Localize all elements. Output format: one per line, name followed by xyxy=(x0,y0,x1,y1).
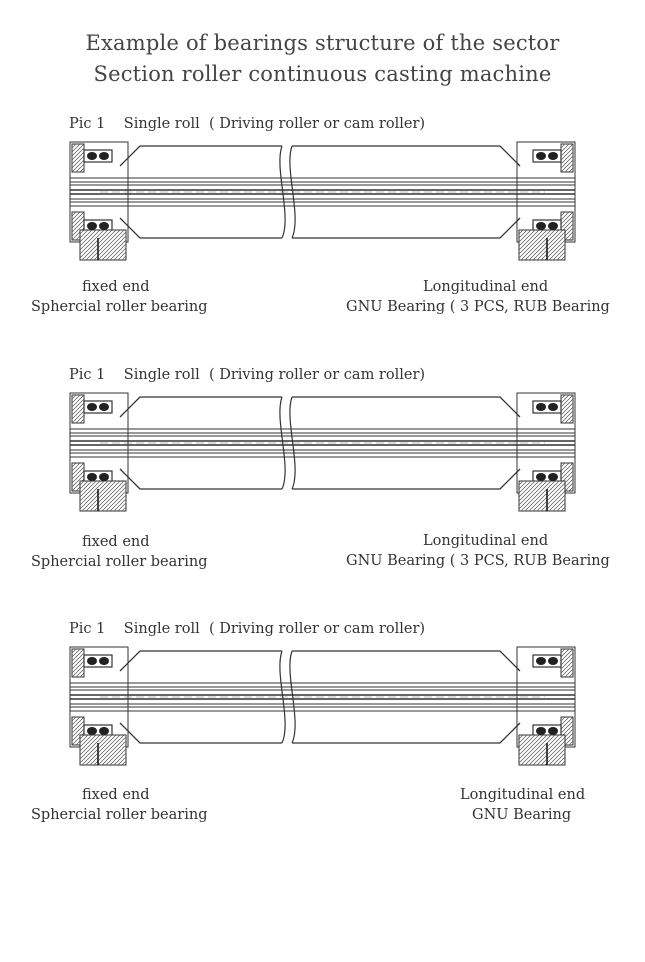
fixed-end-bearing-label: Sphercial roller bearing xyxy=(31,554,208,570)
page-title-line-1: Example of bearings structure of the sector xyxy=(85,31,560,55)
longitudinal-bearing-label: GNU Bearing ( 3 PCS, RUB Bearing xyxy=(346,553,610,569)
fixed-end-bearing-label: Sphercial roller bearing xyxy=(31,807,208,823)
page-title-line-2: Section roller continuous casting machine xyxy=(93,62,552,86)
roller-drawing xyxy=(60,643,585,773)
longitudinal-bearing-label: GNU Bearing ( 3 PCS, RUB Bearing xyxy=(346,299,610,315)
fixed-end-label: fixed end xyxy=(82,787,150,803)
longitudinal-bearing-label: GNU Bearing xyxy=(472,807,572,823)
panel-caption: Pic 1 Single roll ( Driving roller or cam roller) xyxy=(69,367,426,383)
right-bearing-top xyxy=(533,401,561,413)
longitudinal-end-label: Longitudinal end xyxy=(423,279,549,295)
fixed-end-label: fixed end xyxy=(82,534,150,550)
fixed-end-label: fixed end xyxy=(82,279,150,295)
left-bearing-top xyxy=(84,655,112,667)
right-bearing-top xyxy=(533,150,561,162)
panel-caption: Pic 1 Single roll ( Driving roller or cam roller) xyxy=(69,621,426,637)
panel-caption: Pic 1 Single roll ( Driving roller or cam roller) xyxy=(69,116,426,132)
roller-panel-3 xyxy=(0,621,645,851)
roller-drawing xyxy=(60,389,585,519)
roller-panel-2 xyxy=(0,367,645,597)
longitudinal-end-label: Longitudinal end xyxy=(460,787,586,803)
left-bearing-top xyxy=(84,401,112,413)
longitudinal-end-label: Longitudinal end xyxy=(423,533,549,549)
fixed-end-bearing-label: Sphercial roller bearing xyxy=(31,299,208,315)
right-bearing-top xyxy=(533,655,561,667)
left-bearing-top xyxy=(84,150,112,162)
roller-panel-1 xyxy=(0,116,645,346)
roller-drawing xyxy=(60,138,585,268)
